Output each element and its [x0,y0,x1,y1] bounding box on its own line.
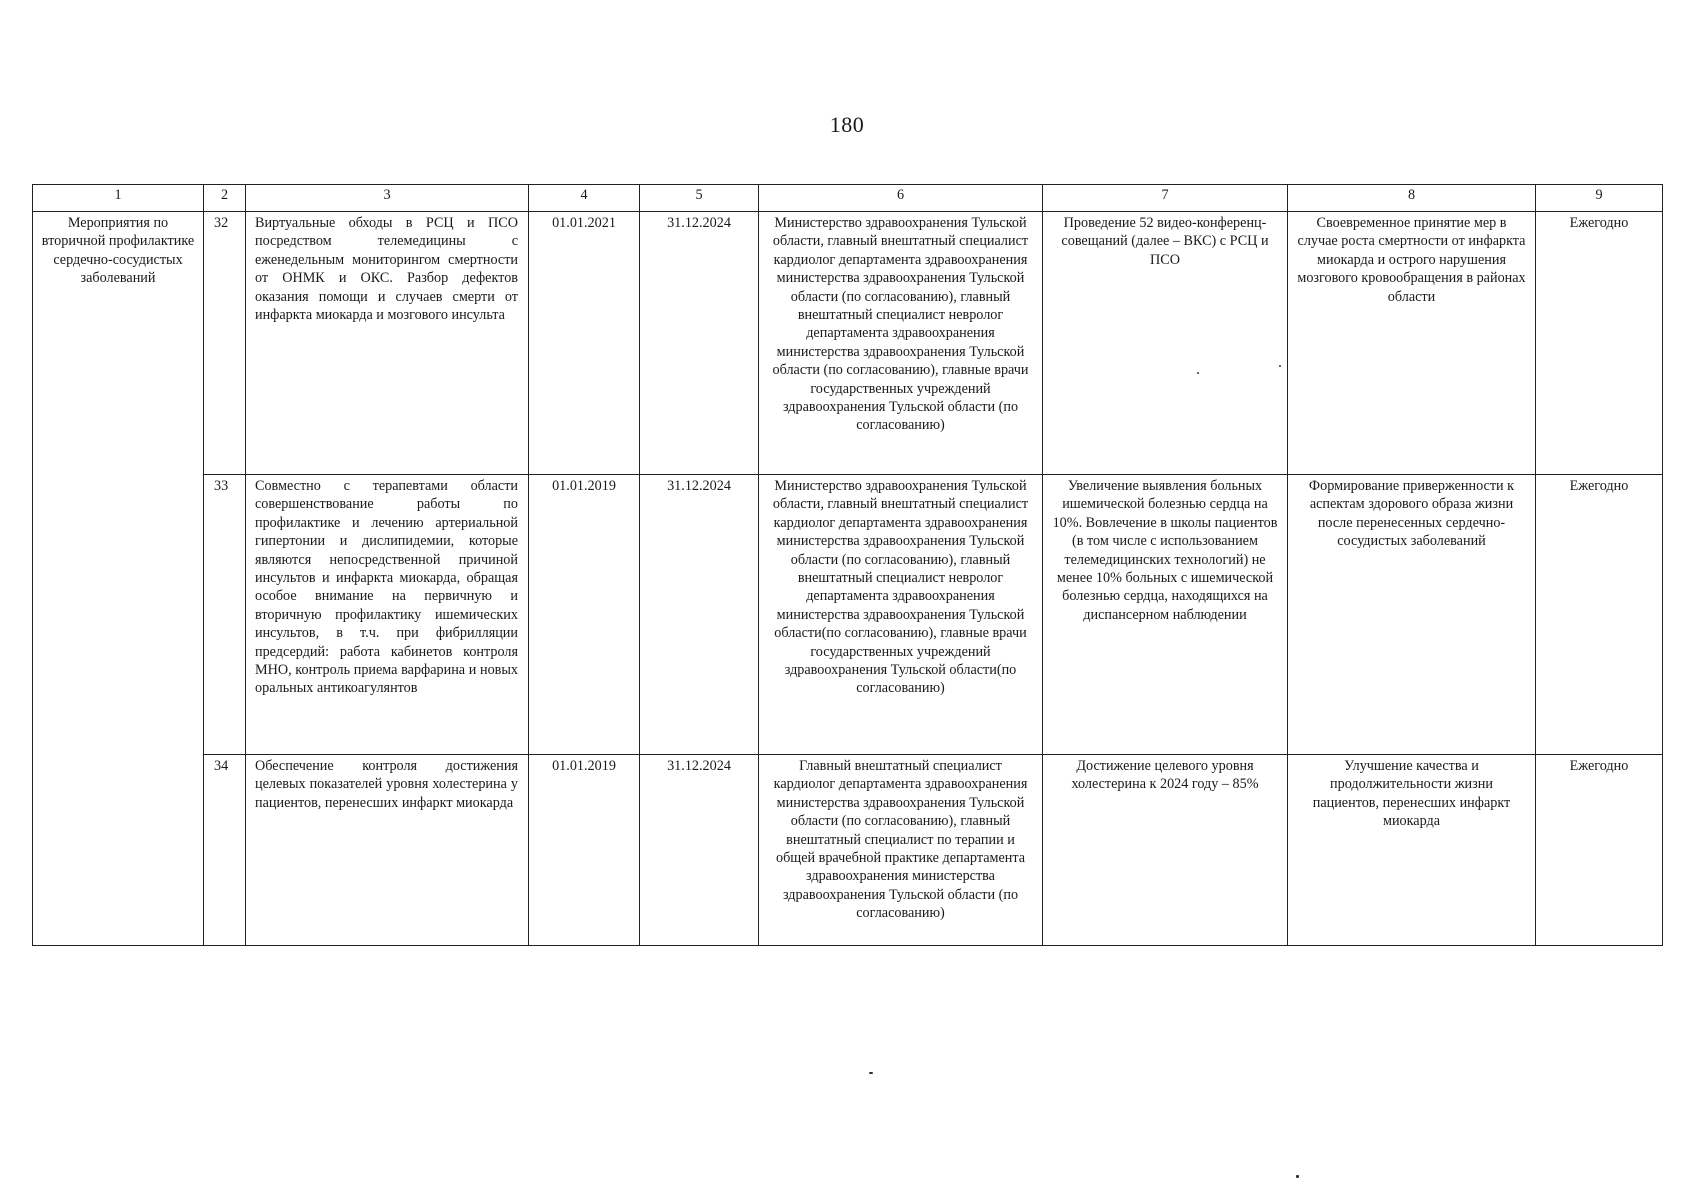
end-date-cell: 31.12.2024 [640,212,759,475]
responsible-cell: Министерство здравоохранения Тульской области, главный внештатный специалист кардиолог департамента здравоохранения министерства здравоохранения Тульской области (по согласованию), главный внештатный специалист невролог департамента здравоохранения министерства здравоохранения Тульской области (по согласованию), главные врачи государственных учреждений здравоохранения Тульской области (по согласованию) [759,212,1043,475]
frequency-cell: Ежегодно [1536,212,1663,475]
result-cell: Улучшение качества и продолжительности жизни пациентов, перенесших инфаркт миокарда [1288,755,1536,946]
column-header-2: 2 [204,185,246,212]
result-cell: Формирование приверженности к аспектам здорового образа жизни после перенесенных сердечно-сосудистых заболеваний [1288,475,1536,755]
end-date-cell: 31.12.2024 [640,755,759,946]
table-row [33,755,1663,946]
scan-speck [869,1072,873,1074]
column-number-row [33,185,1663,212]
activity-cell: Обеспечение контроля достижения целевых показателей уровня холестерина у пациентов, перенесших инфаркт миокарда [246,755,529,946]
end-date-cell: 31.12.2024 [640,475,759,755]
start-date-cell: 01.01.2019 [529,755,640,946]
column-header-5: 5 [640,185,759,212]
column-header-8: 8 [1288,185,1536,212]
result-cell: Своевременное принятие мер в случае роста смертности от инфаркта миокарда и острого нарушения мозгового кровообращения в районах области [1288,212,1536,475]
table-row [33,212,1663,475]
row-number: 34 [204,755,246,946]
activity-cell: Виртуальные обходы в РСЦ и ПСО посредством телемедицины с еженедельным мониторингом смертности от ОНМК и ОКС. Разбор дефектов оказания помощи и случаев смерти от инфаркта миокарда и мозгового инсульта [246,212,529,475]
frequency-cell: Ежегодно [1536,755,1663,946]
table-row [33,475,1663,755]
frequency-cell: Ежегодно [1536,475,1663,755]
scan-speck [1279,365,1281,367]
column-header-1: 1 [33,185,204,212]
scan-speck [1197,372,1199,374]
start-date-cell: 01.01.2021 [529,212,640,475]
responsible-cell: Министерство здравоохранения Тульской области, главный внештатный специалист кардиолог департамента здравоохранения министерства здравоохранения Тульской области (по согласованию), главный внештатный специалист невролог департамента здравоохранения министерства здравоохранения Тульской области(по согласованию), главные врачи государственных учреждений здравоохранения Тульской области(по согласованию) [759,475,1043,755]
start-date-cell: 01.01.2019 [529,475,640,755]
row-number: 32 [204,212,246,475]
column-header-3: 3 [246,185,529,212]
row-number: 33 [204,475,246,755]
column-header-9: 9 [1536,185,1663,212]
indicator-cell: Проведение 52 видео-конференц-совещаний (далее – ВКС) с РСЦ и ПСО [1043,212,1288,475]
activity-cell: Совместно с терапевтами области совершенствование работы по профилактике и лечению артериальной гипертонии и дислипидемии, которые являются непосредственной причиной инсультов и инфаркта миокарда, обращая особое внимание на первичную и вторичную профилактику ишемических инсультов, в т.ч. при фибрилляции предсердий: работа кабинетов контроля МНО, контроль приема варфарина и новых оральных антикоагулянтов [246,475,529,755]
responsible-cell: Главный внештатный специалист кардиолог департамента здравоохранения министерства здравоохранения Тульской области (по согласованию), главный внештатный специалист по терапии и общей врачебной практике департамента здравоохранения министерства здравоохранения Тульской области (по согласованию) [759,755,1043,946]
column-header-7: 7 [1043,185,1288,212]
section-label: Мероприятия по вторичной профилактике сердечно-сосудистых заболеваний [33,212,204,946]
scan-speck [1296,1175,1299,1178]
indicator-cell: Увеличение выявления больных ишемической болезнью сердца на 10%. Вовлечение в школы пациентов (в том числе с использованием телемедицинских технологий) не менее 10% больных с ишемической болезнью сердца, находящихся на диспансерном наблюдении [1043,475,1288,755]
page-number: 180 [829,112,865,137]
column-header-6: 6 [759,185,1043,212]
indicator-cell: Достижение целевого уровня холестерина к 2024 году – 85% [1043,755,1288,946]
measures-table [32,184,1663,946]
column-header-4: 4 [529,185,640,212]
